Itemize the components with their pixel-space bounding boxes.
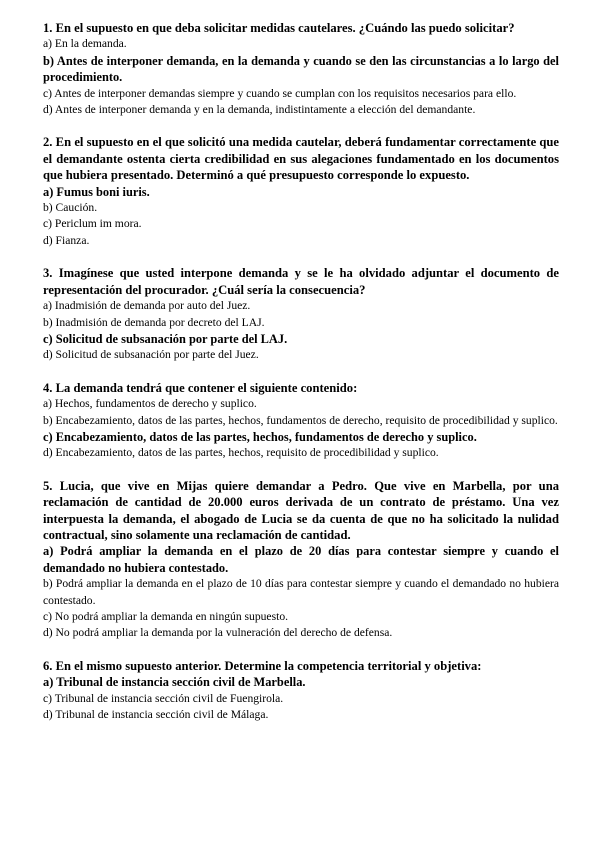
answer-option: c) Tribunal de instancia sección civil de Fuengirola. [43,691,284,705]
question-title: 6. En el mismo supuesto anterior. Determine la competencia territorial y objetiva: [43,658,482,673]
answer-option-correct: c) Encabezamiento, datos de las partes, hechos, fundamentos de derecho y suplico. [43,429,477,444]
answer-option: d) Encabezamiento, datos de las partes, hechos, requisito de procedibilidad y suplico. [43,446,439,460]
document-page [43,20,559,739]
question-block [43,134,559,249]
answer-option: d) Solicitud de subsanación por parte del Juez. [43,348,259,362]
answer-option: a) Hechos, fundamentos de derecho y suplico. [43,397,257,411]
question-block [43,478,559,642]
answer-option: c) No podrá ampliar la demanda en ningún supuesto. [43,610,289,623]
answer-option: d) Fianza. [43,233,90,247]
question-title: 4. La demanda tendrá que contener el siguiente contenido: [43,380,358,395]
answer-option: d) No podrá ampliar la demanda por la vulneración del derecho de defensa. [43,626,393,640]
question-block [43,380,559,462]
answer-option: d) Tribunal de instancia sección civil de Málaga. [43,708,269,722]
answer-option: b) Encabezamiento, datos de las partes, hechos, fundamentos de derecho, requisito de procedibilidad y suplico. [43,413,558,427]
question-block [43,265,559,363]
answer-option-correct: a) Fumus boni iuris. [43,184,150,199]
answer-option: c) Periclum im mora. [43,217,142,231]
question-title: 1. En el supuesto en que deba solicitar medidas cautelares. ¿Cuándo las puedo solicitar? [43,21,515,35]
answer-option: a) Inadmisión de demanda por auto del Juez. [43,299,251,313]
answer-option: a) En la demanda. [43,37,127,51]
question-title: 3. Imagínese que usted interpone demanda y se le ha olvidado adjuntar el documento de representación del procurador. ¿Cuál sería la consecuencia? [43,266,559,297]
question-block [43,20,559,118]
question-block [43,658,559,724]
answer-option-correct: c) Solicitud de subsanación por parte del LAJ. [43,331,288,346]
answer-option: b) Inadmisión de demanda por decreto del LAJ. [43,315,265,329]
question-title: 2. En el supuesto en el que solicitó una medida cautelar, deberá fundamentar correctamente que el demandante ostenta cierta credibilidad en sus alegaciones fundamentado en los documentos que hubiera presentado. Determinó a qué presupuesto corresponde lo expuesto. [43,135,559,183]
answer-option: c) Antes de interponer demandas siempre y cuando se cumplan con los requisitos necesarios para ello. [43,86,517,100]
answer-option-correct: b) Antes de interponer demanda, en la demanda y cuando se den las circunstancias a lo largo del procedimiento. [43,53,559,85]
question-title: 5. Lucia, que vive en Mijas quiere demandar a Pedro. Que vive en Marbella, por una reclamación de cantidad de 20.000 euros derivada de un contrato de préstamo. Una vez interpuesta la demanda, el abogado de Lucia se da cuenta de que no ha solicitado la nulidad contractual, sino solamente una reclamación de cantidad. [43,478,559,542]
answer-option: b) Podrá ampliar la demanda en el plazo de 10 días para contestar siempre y cuando el demandado no hubiera contestado. [43,577,559,607]
answer-option: b) Caución. [43,201,98,215]
answer-option: d) Antes de interponer demanda y en la demanda, indistintamente a elección del demandante. [43,103,476,117]
answer-option-correct: a) Podrá ampliar la demanda en el plazo de 20 días para contestar siempre y cuando el demandado no hubiera contestado. [43,544,559,575]
answer-option-correct: a) Tribunal de instancia sección civil de Marbella. [43,675,306,690]
